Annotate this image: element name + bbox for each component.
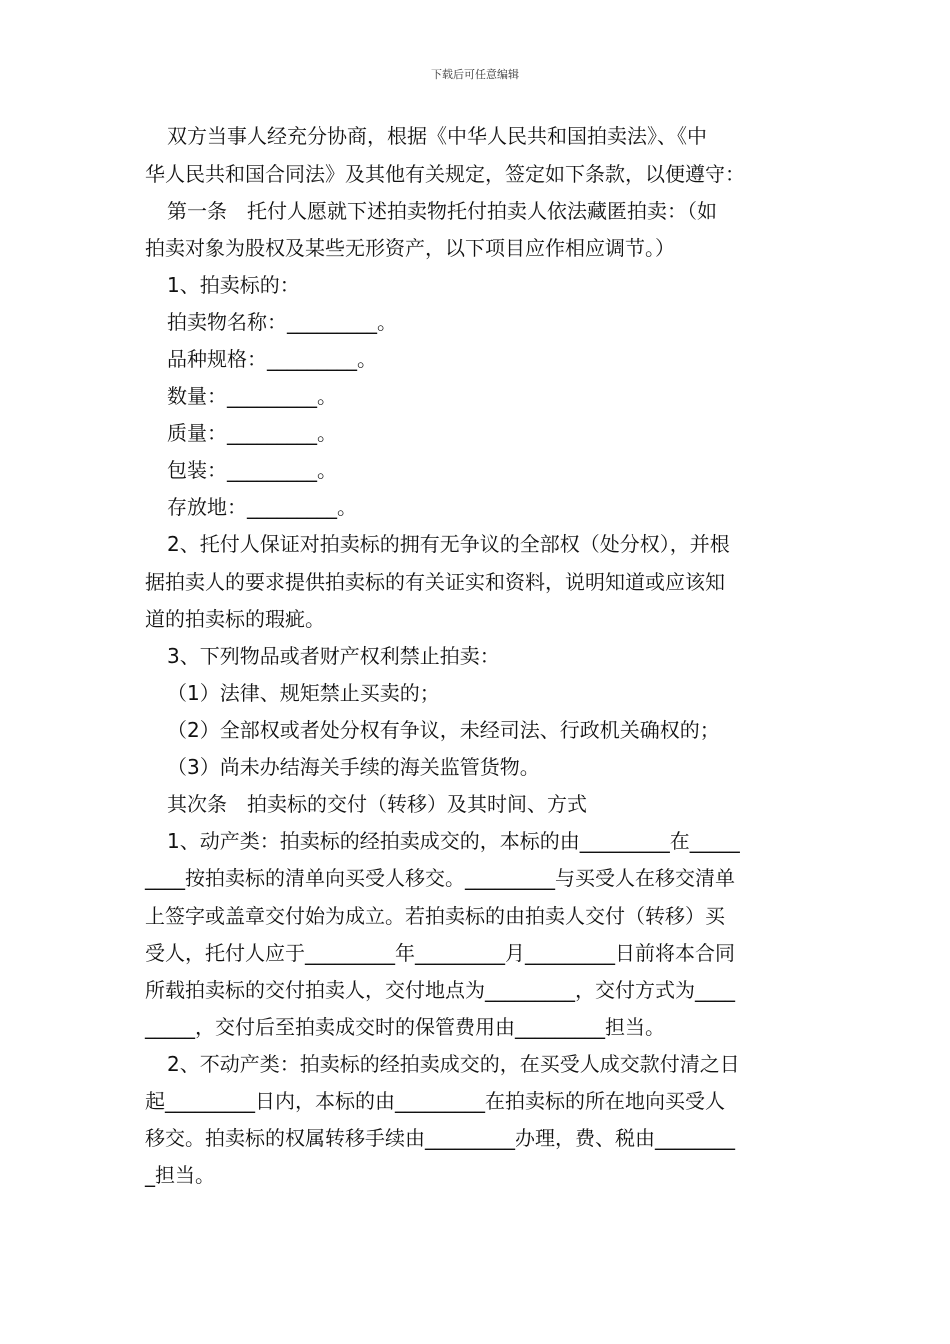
paragraph-line: 所载拍卖标的交付拍卖人，交付地点为_________，交付方式为____ — [145, 978, 735, 1002]
paragraph-line: 移交。拍卖标的权属转移手续由_________办理，费、税由________ — [145, 1126, 735, 1150]
paragraph-line: _____，交付后至拍卖成交时的保管费用由_________担当。 — [145, 1015, 665, 1039]
form-field-line: 存放地：_________。 — [167, 495, 357, 519]
paragraph-line: ____按拍卖标的清单向买受人移交。_________与买受人在移交清单 — [145, 866, 735, 890]
clause-item: 2、不动产类：拍卖标的经拍卖成交的，在买受人成交款付清之日 — [167, 1052, 740, 1076]
clause-item: 2、托付人保证对拍卖标的拥有无争议的全部权（处分权），并根 — [167, 532, 730, 556]
form-field-line: 数量：_________。 — [167, 384, 337, 408]
form-field-line: 拍卖物名称：_________。 — [167, 310, 397, 334]
paragraph-line: 双方当事人经充分协商，根据《中华人民共和国拍卖法》、《中 — [167, 124, 707, 148]
clause-item: 1、拍卖标的： — [167, 273, 300, 297]
paragraph-line: 受人，托付人应于_________年_________月_________日前将本合同 — [145, 941, 735, 965]
paragraph-line: 道的拍卖标的瑕疵。 — [145, 607, 325, 631]
paragraph-line: 华人民共和国合同法》及其他有关规定，签定如下条款，以便遵守： — [145, 162, 745, 186]
form-field-line: 质量：_________。 — [167, 421, 337, 445]
page-header: 下载后可任意编辑 — [431, 68, 519, 81]
paragraph-line: 据拍卖人的要求提供拍卖标的有关证实和资料，说明知道或应该知 — [145, 570, 725, 594]
list-item: （1）法律、规矩禁止买卖的； — [167, 681, 440, 705]
form-field-line: 包装：_________。 — [167, 458, 337, 482]
clause-item: 3、下列物品或者财产权利禁止拍卖： — [167, 644, 500, 668]
article-heading: 其次条 拍卖标的交付（转移）及其时间、方式 — [167, 792, 587, 816]
list-item: （3）尚未办结海关手续的海关监管货物。 — [167, 755, 540, 779]
paragraph-line: 拍卖对象为股权及某些无形资产，以下项目应作相应调节。） — [145, 236, 675, 260]
form-field-line: 品种规格：_________。 — [167, 347, 377, 371]
list-item: （2）全部权或者处分权有争议，未经司法、行政机关确权的； — [167, 718, 720, 742]
paragraph-line: _担当。 — [145, 1163, 215, 1187]
article-heading: 第一条 托付人愿就下述拍卖物托付拍卖人依法藏匿拍卖：（如 — [167, 199, 717, 223]
clause-item: 1、动产类：拍卖标的经拍卖成交的，本标的由_________在_____ — [167, 829, 740, 853]
paragraph-line: 上签字或盖章交付始为成立。若拍卖标的由拍卖人交付（转移）买 — [145, 904, 725, 928]
paragraph-line: 起_________日内，本标的由_________在拍卖标的所在地向买受人 — [145, 1089, 725, 1113]
